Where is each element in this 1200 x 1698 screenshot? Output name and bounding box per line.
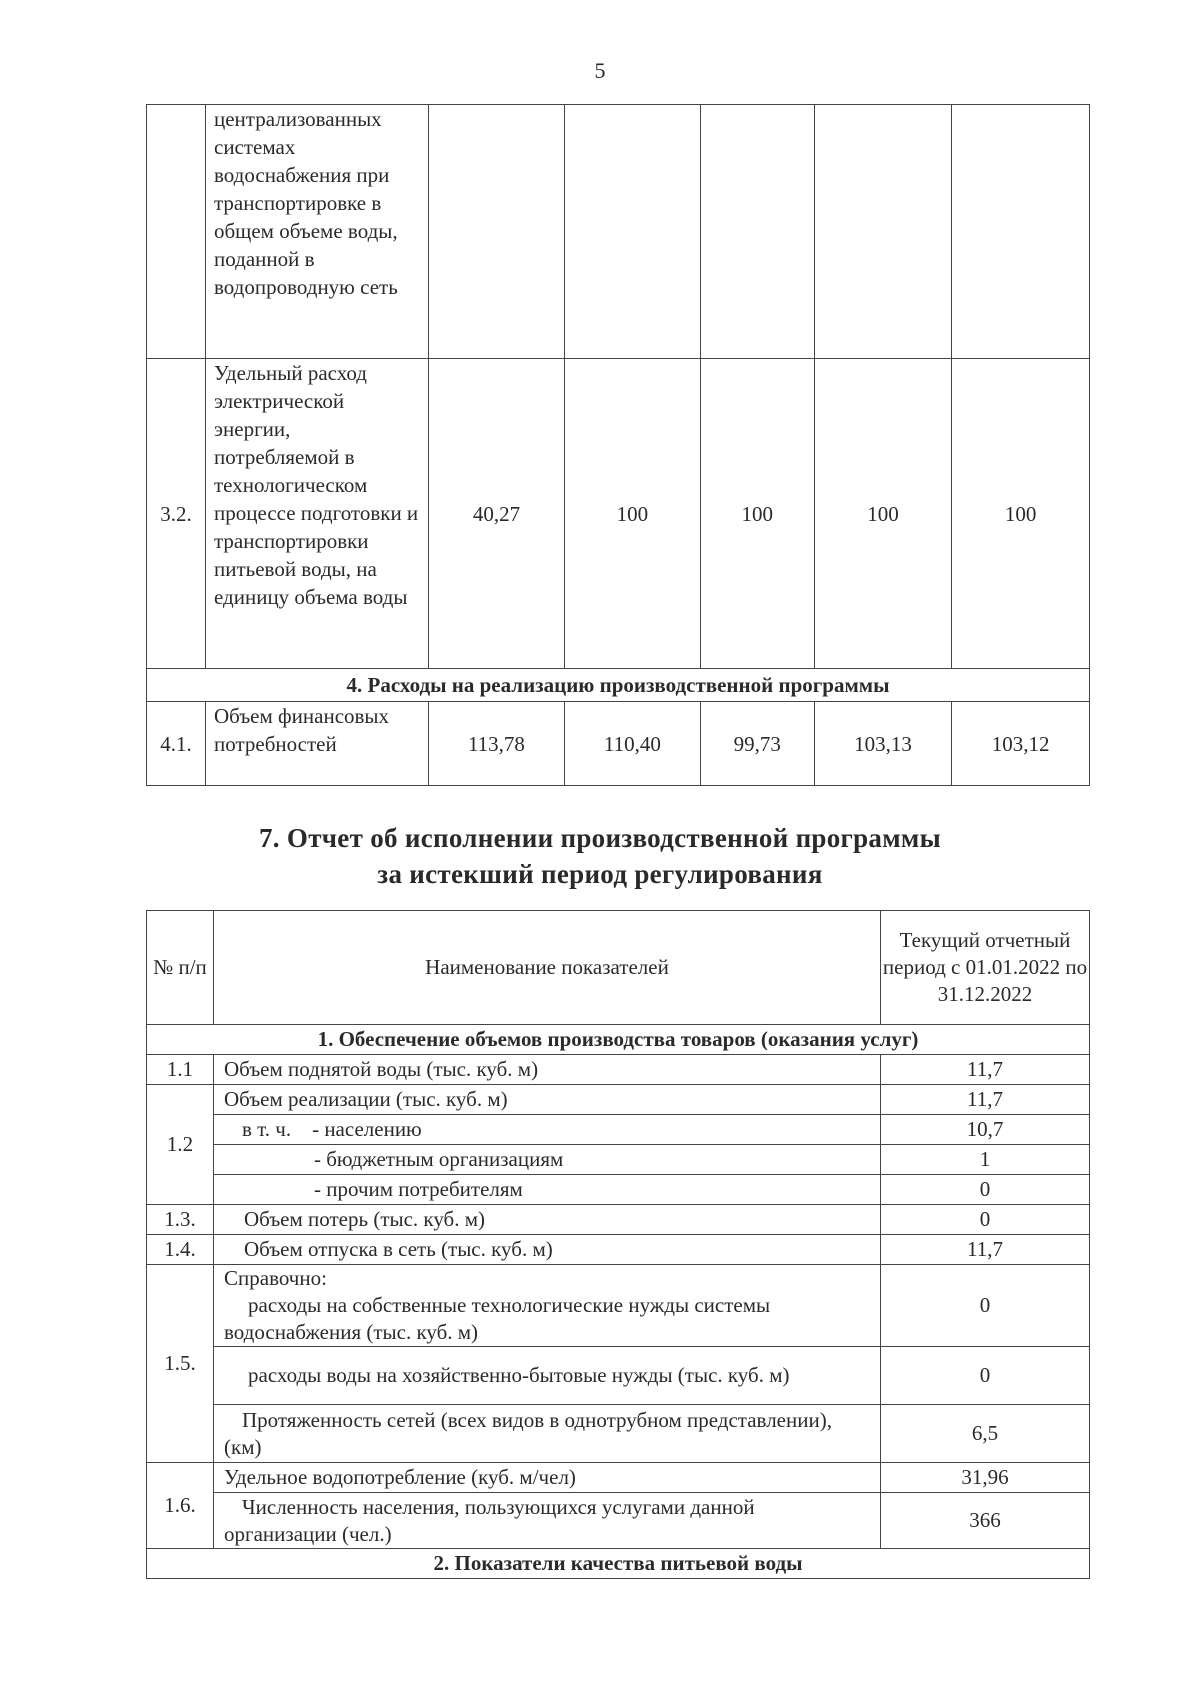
indicator-name-cell: Удельное водопотребление (куб. м/чел)	[214, 1463, 881, 1493]
header-period: Текущий отчетный период с 01.01.2022 по 31.12.2022	[881, 911, 1090, 1025]
table-row	[147, 1175, 1090, 1205]
header-row	[147, 911, 1090, 1025]
indicator-name-cell: - прочим потребителям	[214, 1175, 881, 1205]
value-cell: 40,27	[429, 359, 565, 669]
indicator-name-cell	[214, 1265, 881, 1347]
value-cell: 0	[881, 1347, 1090, 1405]
value-cell: 366	[881, 1493, 1090, 1549]
header-name: Наименование показателей	[214, 911, 881, 1025]
value-cell: 100	[814, 359, 952, 669]
value-cell: 99,73	[700, 702, 814, 786]
section-heading: 1. Обеспечение объемов производства товаров (оказания услуг)	[147, 1025, 1090, 1055]
row-number-cell: 1.5.	[147, 1265, 214, 1463]
section-row	[147, 669, 1090, 702]
value-cell: 31,96	[881, 1463, 1090, 1493]
row-number-cell: 1.2	[147, 1085, 214, 1205]
report-title-line1: 7. Отчет об исполнении производственной программы	[259, 823, 941, 853]
header-number: № п/п	[147, 911, 214, 1025]
value-cell: 103,12	[952, 702, 1090, 786]
table-row	[147, 1085, 1090, 1115]
report-table	[146, 910, 1090, 1579]
table-row	[147, 1055, 1090, 1085]
value-cell	[564, 105, 700, 359]
indicator-name-cell: в т. ч. - населению	[214, 1115, 881, 1145]
table-row	[147, 1347, 1090, 1405]
report-title-line2: за истекший период регулирования	[377, 859, 823, 889]
table-row	[147, 1235, 1090, 1265]
value-cell: 100	[952, 359, 1090, 669]
indicator-name-cell: Объем финансовых потребностей	[206, 702, 429, 786]
section-heading: 4. Расходы на реализацию производственной программы	[147, 669, 1090, 702]
row-number-cell: 1.3.	[147, 1205, 214, 1235]
value-cell: 100	[700, 359, 814, 669]
value-cell	[814, 105, 952, 359]
value-cell: 0	[881, 1265, 1090, 1347]
indicator-name-cell: Протяженность сетей (всех видов в однотрубном представлении), (км)	[214, 1405, 881, 1463]
row-number-cell: 3.2.	[147, 359, 206, 669]
value-cell: 0	[881, 1205, 1090, 1235]
indicator-name-cell: Объем реализации (тыс. куб. м)	[214, 1085, 881, 1115]
value-cell: 11,7	[881, 1085, 1090, 1115]
section-row	[147, 1025, 1090, 1055]
indicator-name-cell: централизованных системах водоснабжения при транспортировке в общем объеме воды, поданной в водопроводную сеть	[206, 105, 429, 359]
indicator-name-cell: Численность населения, пользующихся услугами данной организации (чел.)	[214, 1493, 881, 1549]
table-row	[147, 359, 1090, 669]
table-row	[147, 1463, 1090, 1493]
table-row	[147, 1405, 1090, 1463]
table-row	[147, 1265, 1090, 1347]
page-number: 5	[594, 58, 606, 83]
indicator-name-cell: расходы воды на хозяйственно-бытовые нужды (тыс. куб. м)	[214, 1347, 881, 1405]
value-cell: 6,5	[881, 1405, 1090, 1463]
indicator-name-cell: Объем потерь (тыс. куб. м)	[214, 1205, 881, 1235]
value-cell: 103,13	[814, 702, 952, 786]
row-number-cell: 1.6.	[147, 1463, 214, 1549]
reference-label: Справочно:	[224, 1266, 327, 1290]
table-row	[147, 1145, 1090, 1175]
row-number-cell: 1.1	[147, 1055, 214, 1085]
table-row	[147, 1205, 1090, 1235]
indicator-text: расходы на собственные технологические нужды системы водоснабжения (тыс. куб. м)	[224, 1293, 771, 1344]
row-number-cell: 4.1.	[147, 702, 206, 786]
value-cell: 100	[564, 359, 700, 669]
indicator-name-cell: Объем отпуска в сеть (тыс. куб. м)	[214, 1235, 881, 1265]
indicator-name-cell: Удельный расход электрической энергии, потребляемой в технологическом процессе подготовки и транспортировки питьевой воды, на единицу объема воды	[206, 359, 429, 669]
value-cell: 11,7	[881, 1235, 1090, 1265]
section-heading: 2. Показатели качества питьевой воды	[147, 1549, 1090, 1579]
value-cell: 113,78	[429, 702, 565, 786]
indicator-name-cell: Объем поднятой воды (тыс. куб. м)	[214, 1055, 881, 1085]
table-row	[147, 1493, 1090, 1549]
section-row	[147, 1549, 1090, 1579]
table-row	[147, 105, 1090, 359]
indicator-name-cell: - бюджетным организациям	[214, 1145, 881, 1175]
value-cell	[952, 105, 1090, 359]
value-cell	[429, 105, 565, 359]
value-cell	[700, 105, 814, 359]
report-title	[0, 820, 1200, 892]
value-cell: 0	[881, 1175, 1090, 1205]
value-cell: 10,7	[881, 1115, 1090, 1145]
value-cell: 1	[881, 1145, 1090, 1175]
row-number-cell	[147, 105, 206, 359]
value-cell: 110,40	[564, 702, 700, 786]
table-row	[147, 702, 1090, 786]
row-number-cell: 1.4.	[147, 1235, 214, 1265]
value-cell: 11,7	[881, 1055, 1090, 1085]
table-row	[147, 1115, 1090, 1145]
indicators-table	[146, 104, 1090, 786]
